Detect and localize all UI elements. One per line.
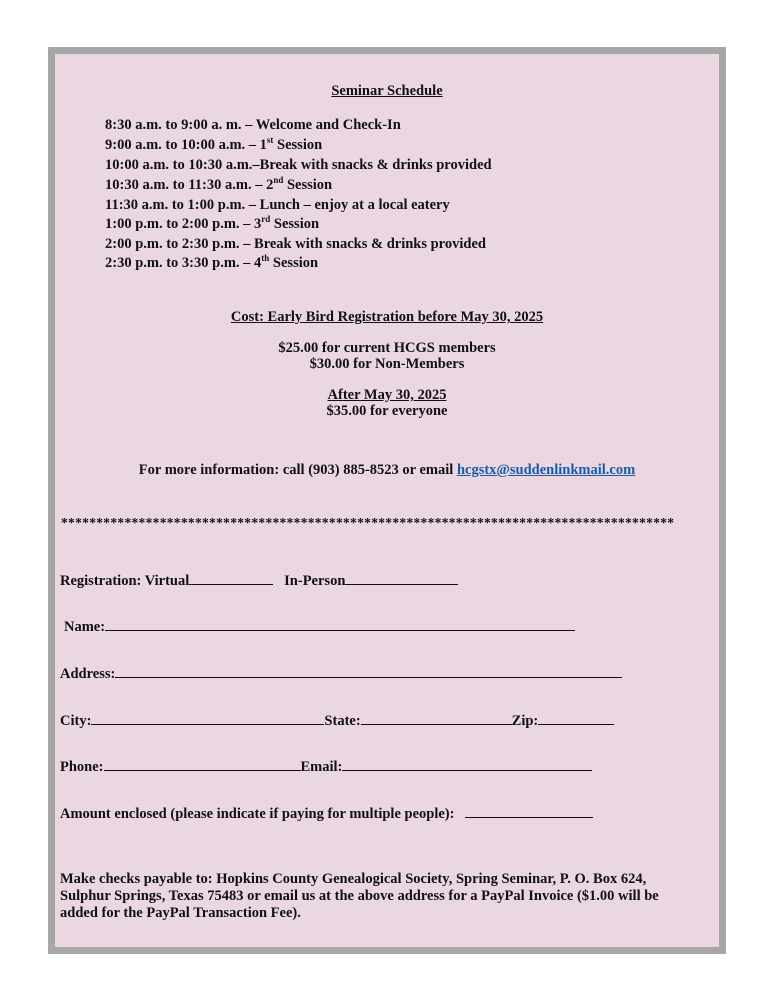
schedule-item-2: 9:00 a.m. to 10:00 a.m. – 1st Session bbox=[105, 135, 323, 153]
amount-label: Amount enclosed (please indicate if paying for multiple people): bbox=[60, 806, 455, 822]
in-person-field[interactable] bbox=[345, 571, 458, 585]
schedule-item-3: 10:00 a.m. to 10:30 a.m.–Break with snacks & drinks provided bbox=[105, 157, 492, 173]
registration-label: Registration: Virtual bbox=[60, 573, 190, 589]
email-field[interactable] bbox=[342, 757, 592, 771]
payment-note: Make checks payable to: Hopkins County Genealogical Society, Spring Seminar, P. O. Box 624, Sulphur Springs, Texas 75483 or email us at the above address for a PayPal Invoice ($1.00 will be added for the PayPal Transaction Fee). bbox=[60, 871, 659, 921]
schedule-item-6: 1:00 p.m. to 2:00 p.m. – 3rd Session bbox=[105, 214, 320, 232]
cost-heading: Cost: Early Bird Registration before May 30, 2025 bbox=[230, 309, 544, 325]
city-field[interactable] bbox=[91, 711, 324, 725]
address-field[interactable] bbox=[115, 664, 622, 678]
address-label: Address: bbox=[60, 666, 116, 682]
amount-field[interactable] bbox=[465, 804, 593, 818]
after-date-heading: After May 30, 2025 bbox=[327, 387, 447, 403]
city-state-zip-row bbox=[60, 711, 614, 730]
email-label: Email: bbox=[300, 759, 343, 775]
schedule-item-7: 2:00 p.m. to 2:30 p.m. – Break with snacks & drinks provided bbox=[105, 236, 486, 252]
amount-row bbox=[60, 804, 593, 823]
state-field[interactable] bbox=[361, 711, 512, 725]
after-date-price: $35.00 for everyone bbox=[326, 403, 448, 419]
email-link[interactable]: hcgstx@suddenlinkmail.com bbox=[456, 462, 636, 478]
city-label: City: bbox=[60, 713, 92, 729]
zip-field[interactable] bbox=[538, 711, 614, 725]
schedule-item-8: 2:30 p.m. to 3:30 p.m. – 4th Session bbox=[105, 253, 319, 271]
name-field[interactable] bbox=[105, 617, 575, 631]
non-member-price: $30.00 for Non-Members bbox=[309, 356, 465, 372]
registration-row bbox=[60, 571, 458, 590]
flyer-frame bbox=[48, 47, 726, 954]
name-label: Name: bbox=[64, 619, 106, 635]
phone-label: Phone: bbox=[60, 759, 104, 775]
phone-field[interactable] bbox=[104, 757, 301, 771]
zip-label: Zip: bbox=[511, 713, 539, 729]
phone-email-row bbox=[60, 757, 592, 776]
address-row bbox=[60, 664, 622, 683]
name-row bbox=[64, 617, 575, 636]
state-label: State: bbox=[324, 713, 361, 729]
schedule-item-1: 8:30 a.m. to 9:00 a. m. – Welcome and Check-In bbox=[105, 117, 401, 133]
contact-info: For more information: call (903) 885-8523 or email hcgstx@suddenlinkmail.com bbox=[138, 462, 636, 478]
in-person-label: In-Person bbox=[284, 573, 346, 589]
schedule-item-4: 10:30 a.m. to 11:30 a.m. – 2nd Session bbox=[105, 175, 333, 193]
schedule-item-5: 11:30 a.m. to 1:00 p.m. – Lunch – enjoy at a local eatery bbox=[105, 197, 450, 213]
schedule-title: Seminar Schedule bbox=[331, 83, 443, 99]
virtual-field[interactable] bbox=[189, 571, 273, 585]
member-price: $25.00 for current HCGS members bbox=[278, 340, 496, 356]
separator: *************************************************************************************** bbox=[61, 515, 675, 530]
